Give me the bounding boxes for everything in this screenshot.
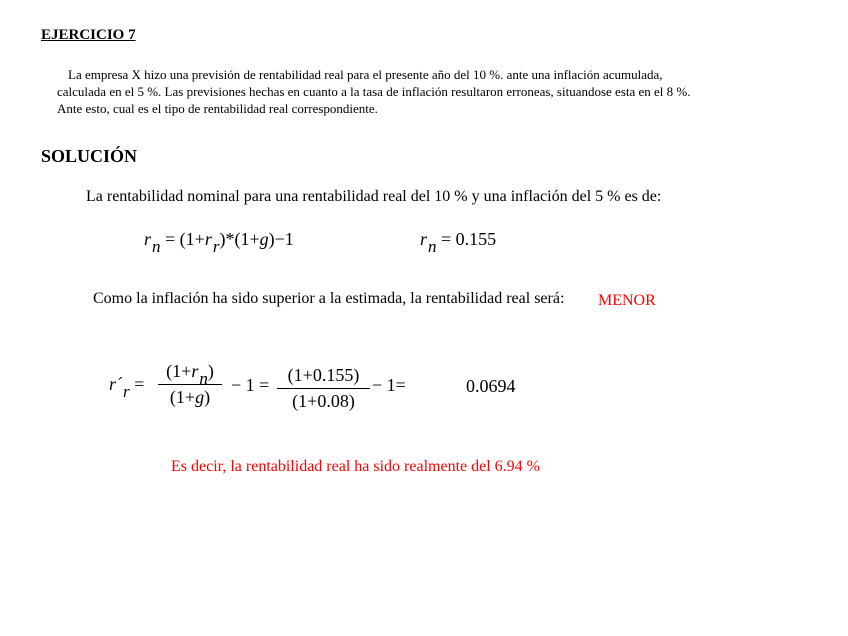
numeric-fraction — [277, 365, 370, 412]
fraction-bar — [277, 388, 370, 389]
formula-variable: r´ — [109, 374, 122, 394]
fraction-numerator: (1+rn) — [166, 361, 214, 388]
comparison-statement: Como la inflación ha sido superior a la estimada, la rentabilidad real será: — [93, 290, 565, 307]
solution-intro: La rentabilidad nominal para una rentabilidad real del 10 % y una inflación del 5 % es de: — [86, 188, 662, 205]
formula-minus-one: − 1= — [372, 375, 406, 395]
formula-equals: = — [134, 374, 145, 394]
fraction-denominator: (1+0.08) — [292, 391, 355, 411]
conclusion-text: Es decir, la rentabilidad real ha sido realmente del 6.94 % — [171, 458, 540, 475]
formula-subscript: r — [123, 382, 130, 401]
fraction-bar — [158, 384, 222, 385]
statement-line: Ante esto, cual es el tipo de rentabilidad real correspondiente. — [57, 101, 378, 116]
comparison-result: MENOR — [598, 292, 656, 309]
formula-variable: g — [259, 229, 269, 249]
formula-subscript: n — [152, 237, 161, 256]
fraction-denominator: (1+g) — [169, 387, 211, 407]
formula-text: = (1+ — [165, 229, 205, 249]
formula-text: )*(1+ — [219, 229, 260, 249]
fraction-numerator: (1+0.155) — [287, 365, 360, 385]
formula-variable: r — [420, 229, 428, 249]
formula-value: = 0.155 — [441, 229, 497, 249]
nominal-rate-result — [420, 229, 497, 256]
formula-subscript: r — [212, 237, 220, 256]
statement-line: calculada en el 5 %. Las previsiones hechas en cuanto a la tasa de inflación resultaron erroneas, situandose esta en el 8 %. — [57, 84, 691, 99]
exercise-title: EJERCICIO 7 — [41, 27, 136, 43]
formula-minus-one: − 1 = — [231, 375, 270, 395]
real-rate-lhs — [109, 374, 145, 401]
solution-title: SOLUCIÓN — [41, 146, 138, 166]
formula-variable: r — [204, 229, 212, 249]
nominal-rate-formula — [144, 229, 294, 256]
real-rate-result: 0.0694 — [466, 376, 516, 396]
statement-line: La empresa X hizo una previsión de rentabilidad real para el presente año del 10 %. ante una inflación acumulada, — [68, 67, 663, 82]
formula-subscript: n — [428, 237, 437, 256]
formula-text: )−1 — [268, 229, 294, 249]
exercise-statement — [57, 66, 691, 117]
formula-variable: r — [144, 229, 152, 249]
symbolic-fraction — [158, 361, 222, 408]
